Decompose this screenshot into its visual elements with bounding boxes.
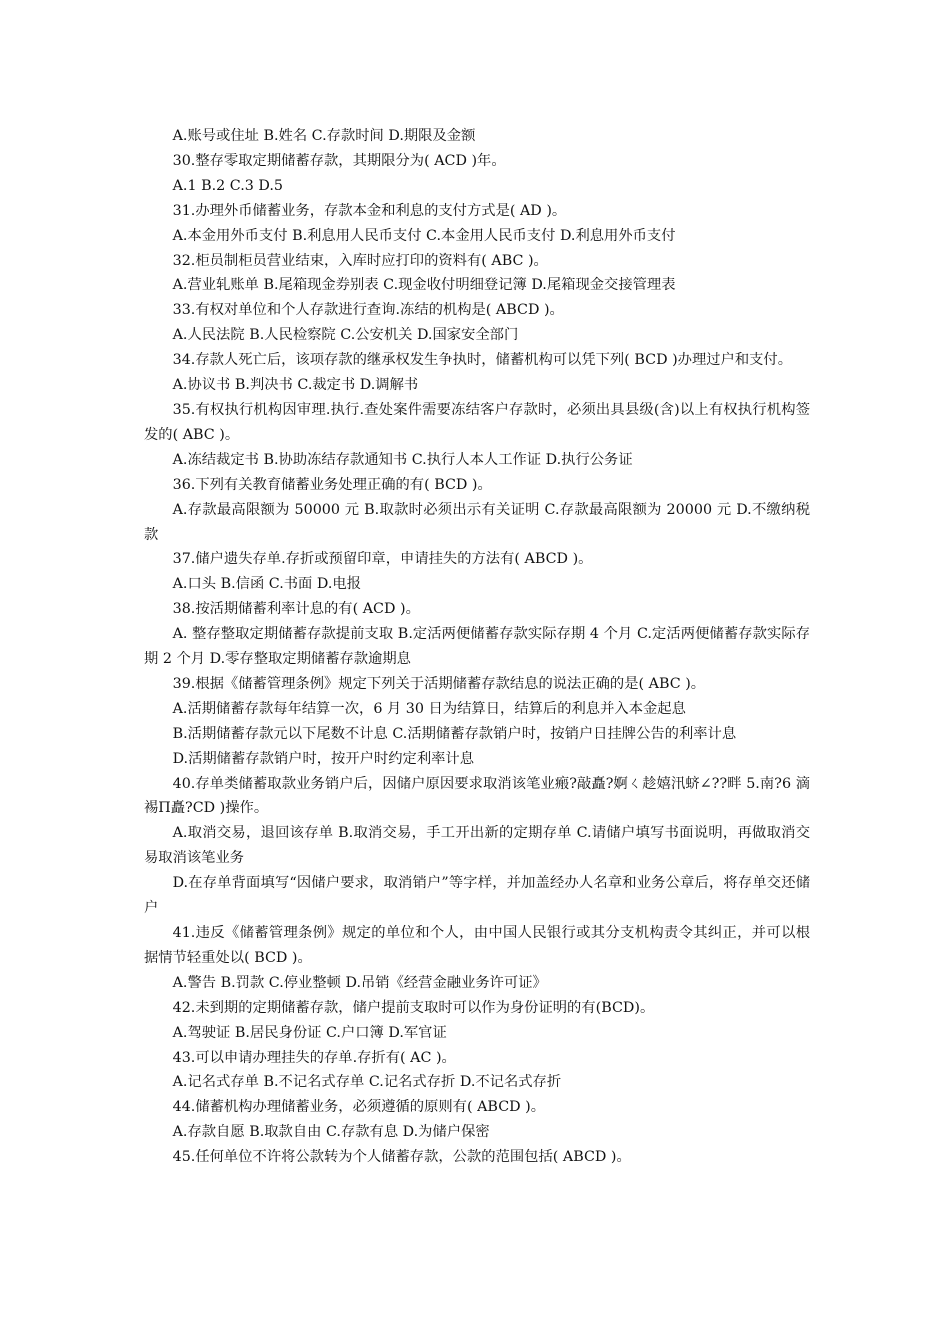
paragraph: 37.储户遗失存单.存折或预留印章，申请挂失的方法有( ABCD )。 [172, 551, 593, 568]
paragraph: 43.可以申请办理挂失的存单.存折有( AC )。 [172, 1049, 456, 1066]
paragraph: 31.办理外币储蓄业务，存款本金和利息的支付方式是( AD )。 [172, 202, 567, 219]
paragraph: A.取消交易，退回该存单 B.取消交易，手工开出新的定期存单 C.请储户填写书面说明，再做取消交易取消该笔业务 [144, 825, 810, 867]
paragraph: 34.存款人死亡后，该项存款的继承权发生争执时，储蓄机构可以凭下列( BCD )办理过户和支付。 [172, 352, 793, 369]
document-page [144, 124, 810, 1170]
paragraph: 33.有权对单位和个人存款进行查询.冻结的机构是( ABCD )。 [172, 302, 564, 319]
paragraph: 41.违反《储蓄管理条例》规定的单位和个人，由中国人民银行或其分支机构责令其纠正，并可以根据情节轻重处以( BCD )。 [144, 925, 810, 966]
paragraph: A.记名式存单 B.不记名式存单 C.记名式存折 D.不记名式存折 [172, 1074, 562, 1091]
paragraph: 45.任何单位不许将公款转为个人储蓄存款，公款的范围包括( ABCD )。 [172, 1149, 631, 1166]
paragraph: 30.整存零取定期储蓄存款，其期限分为( ACD )年。 [172, 152, 506, 169]
paragraph: A.本金用外币支付 B.利息用人民币支付 C.本金用人民币支付 D.利息用外币支付 [172, 227, 676, 244]
paragraph: A.营业轧账单 B.尾箱现金券别表 C.现金收付明细登记簿 D.尾箱现金交接管理表 [172, 277, 676, 294]
paragraph: A.存款自愿 B.取款自由 C.存款有息 D.为储户保密 [172, 1124, 490, 1141]
paragraph: A. 整存整取定期储蓄存款提前支取 B.定活两便储蓄存款实际存期 4 个月 C.定活两便储蓄存款实际存期 2 个月 D.零存整取定期储蓄存款逾期息 [144, 626, 810, 668]
paragraph: A.冻结裁定书 B.协助冻结存款通知书 C.执行人本人工作证 D.执行公务证 [172, 451, 633, 468]
paragraph: A.驾驶证 B.居民身份证 C.户口簿 D.军官证 [172, 1024, 447, 1041]
paragraph: A.口头 B.信函 C.书面 D.电报 [172, 576, 361, 593]
paragraph: 32.柜员制柜员营业结束，入库时应打印的资料有( ABC )。 [172, 252, 548, 269]
paragraph: B.活期储蓄存款元以下尾数不计息 C.活期储蓄存款销户时，按销户日挂牌公告的利率计息 [172, 725, 737, 742]
paragraph: 44.储蓄机构办理储蓄业务，必须遵循的原则有( ABCD )。 [172, 1099, 546, 1116]
paragraph: A.警告 B.罚款 C.停业整顿 D.吊销《经营金融业务许可证》 [172, 974, 547, 991]
paragraph: A.1 B.2 C.3 D.5 [172, 177, 284, 194]
paragraph: 38.按活期储蓄利率计息的有( ACD )。 [172, 601, 420, 618]
paragraph: D.活期储蓄存款销户时，按开户时约定利率计息 [172, 750, 475, 767]
paragraph: A.人民法院 B.人民检察院 C.公安机关 D.国家安全部门 [172, 327, 519, 344]
paragraph: 36.下列有关教育储蓄业务处理正确的有( BCD )。 [172, 476, 492, 493]
paragraph: 39.根据《储蓄管理条例》规定下列关于活期储蓄存款结息的说法正确的是( ABC )。 [172, 675, 706, 692]
paragraph: A.账号或住址 B.姓名 C.存款时间 D.期限及金额 [172, 128, 476, 144]
paragraph: A.协议书 B.判决书 C.裁定书 D.调解书 [172, 377, 419, 394]
paragraph: 35.有权执行机构因审理.执行.查处案件需要冻结客户存款时，必须出具县级(含)以上有权执行机构签发的( ABC )。 [144, 401, 810, 443]
paragraph: A.存款最高限额为 50000 元 B.取款时必须出示有关证明 C.存款最高限额为 20000 元 D.不缴纳税款 [144, 501, 810, 543]
paragraph: 42.未到期的定期储蓄存款，储户提前支取时可以作为身份证明的有(BCD)。 [172, 999, 655, 1016]
paragraph: D.在存单背面填写“因储户要求，取消销户”等字样，并加盖经办人名章和业务公章后，将存单交还储户 [144, 875, 810, 917]
paragraph: 40.存单类储蓄取款业务销户后，因储户原因要求取消该笔业瘢?敲矗?婀ㄑ趁嬉汛蛴∠??畔 5.南?6 滴裼Π矗?CD )操作。 [144, 775, 810, 817]
paragraph: A.活期储蓄存款每年结算一次，6 月 30 日为结算日，结算后的利息并入本金起息 [172, 700, 686, 717]
